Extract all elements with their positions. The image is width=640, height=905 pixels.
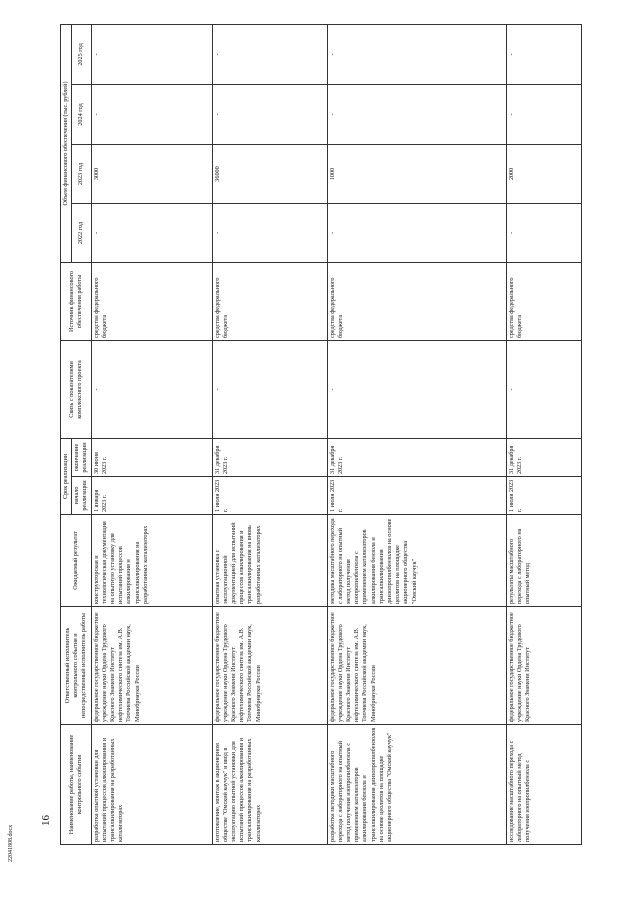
cell-y2025: - [91, 24, 212, 84]
cell-source: средства федерального бюджета [212, 262, 327, 340]
cell-executor: федеральное государственное бюджетное учреждение науки Ордена Трудового Красного Знамени Институт нефтехимического синтеза им. А.В. Топчиева Российской академии наук, Минобрнауки России [212, 607, 327, 725]
file-label: 22041808.docx [8, 824, 14, 862]
cell-executor: федеральное государственное бюджетное учреждение науки Ордена Трудового Красного Знамени Институт нефтехимического синтеза им. А.В. Топчиева Российской академии наук, Минобрнауки России [327, 607, 506, 725]
cell-source: средства федерального бюджета [327, 262, 506, 340]
cell-y2022: - [327, 203, 506, 262]
cell-source: средства федерального бюджета [91, 262, 212, 340]
header-source: Источник финансового обеспечения работы [61, 262, 92, 340]
work-plan-table [60, 24, 582, 845]
rotated-table-container [60, 25, 600, 845]
table-row [91, 24, 212, 844]
cell-y2022: - [506, 203, 581, 262]
cell-end: 31 декабря 2023 г. [212, 438, 327, 476]
cell-y2024: - [506, 84, 581, 144]
cell-executor: федеральное государственное бюджетное учреждение науки Ордена Трудового Красного Знамени Институт нефтехимического синтеза им. А.В. Топчиева Российской академии наук, Минобрнауки России [91, 607, 212, 725]
header-period: Срок реализации [61, 438, 72, 514]
header-result: Ожидаемый результат [61, 515, 92, 607]
header-year: 2025 год [72, 24, 91, 84]
header-start: начало реализации [72, 477, 91, 515]
cell-y2024: - [212, 84, 327, 144]
page-number-block [0, 410, 52, 826]
page-number: 16 [40, 815, 52, 826]
cell-y2023: 36000 [212, 144, 327, 203]
cell-link: - [91, 340, 212, 438]
cell-y2022: - [91, 203, 212, 262]
header-executor: Ответственный исполнитель контрольного события и непосредственный исполнитель работы [61, 607, 92, 725]
header-funding: Объем финансового обеспечения (тыс. рублей) [61, 24, 72, 262]
cell-link: - [327, 340, 506, 438]
cell-result: конструкторская и технологическая документация на опытную установку для испытаний процессов алкилирования и трансалкилирования на разработанных катализаторах [91, 515, 212, 607]
cell-y2024: - [327, 84, 506, 144]
cell-end: 31 декабря 2023 г. [327, 438, 506, 476]
cell-start: 1 января 2023 г. [91, 477, 212, 515]
cell-y2024: - [91, 84, 212, 144]
cell-link: - [212, 340, 327, 438]
cell-result: методика масштабного перехода с лабораторного на опытный метод получения изопропилбензола с применением катализаторов алкилирования бензола и трансалкилирования диизопропилбензолов на основе цеолитов на площадке акционерного общества "Омский каучук" [327, 515, 506, 607]
cell-result: результаты масштабного перехода с лабораторного на опытный метод [506, 515, 581, 607]
cell-source: средства федерального бюджета [506, 262, 581, 340]
table-row [212, 24, 327, 844]
cell-y2025: - [327, 24, 506, 84]
cell-start: 1 июля 2023 г. [212, 477, 327, 515]
cell-name: разработка опытной установки для испытаний процессов алкилирования и трансалкилирования на разработанных катализаторах [91, 725, 212, 845]
cell-end: 31 декабря 2023 г. [506, 438, 581, 476]
cell-result: опытная установка с эксплуатационной документацией для испытаний процессов алкилирования и трансалкилирования на вновь разработанных катализаторах [212, 515, 327, 607]
cell-y2025: - [212, 24, 327, 84]
cell-y2025: - [506, 24, 581, 84]
cell-name: разработка методики масштабного перехода с лабораторного на опытный метод получения изопропилбензола с применением катализаторов алкилирования бензола и трансалкилирования диизопропилбензолов на основе цеолитов на площадке акционерного общества "Омский каучук" [327, 725, 506, 845]
cell-name: изготовление, монтаж в акционерном обществе "Омский каучук" и ввод в эксплуатацию опытной установки для испытаний процессов алкилирования и трансалкилирования на разработанных катализаторах [212, 725, 327, 845]
header-year: 2023 год [72, 144, 91, 203]
cell-y2023: 3000 [91, 144, 212, 203]
header-link: Связь с показателями комплексного проекта [61, 340, 92, 438]
cell-y2023: 2000 [506, 144, 581, 203]
header-year: 2022 год [72, 203, 91, 262]
cell-start: 1 июля 2023 г. [327, 477, 506, 515]
header-name: Наименование работы, наименование контрольного события [61, 725, 92, 845]
cell-y2022: - [212, 203, 327, 262]
table-row [327, 24, 506, 844]
cell-name: исследование масштабного перехода с лабораторного на опытный метод получения изопропилбензола с [506, 725, 581, 845]
cell-link: - [506, 340, 581, 438]
header-end: окончание реализации [72, 438, 91, 476]
cell-y2023: 1000 [327, 144, 506, 203]
table-header-row [61, 24, 72, 844]
cell-end: 30 июня 2023 г. [91, 438, 212, 476]
cell-start: 1 июля 2023 г. [506, 477, 581, 515]
table-row [506, 24, 581, 844]
header-year: 2024 год [72, 84, 91, 144]
cell-executor: федеральное государственное бюджетное учреждение науки Ордена Трудового Красного Знамени Институт [506, 607, 581, 725]
